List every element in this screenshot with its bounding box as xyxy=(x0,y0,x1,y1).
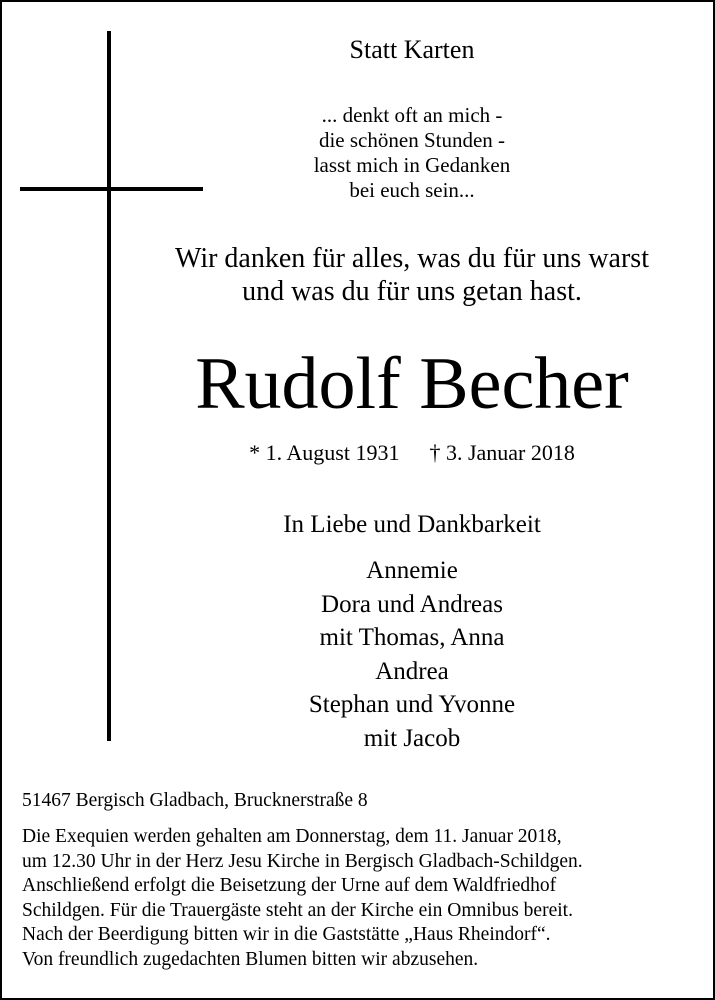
info-line: Anschließend erfolgt die Beisetzung der Urne auf dem Waldfriedhof xyxy=(22,875,557,896)
info-line: Schildgen. Für die Trauergäste steht an der Kirche ein Omnibus bereit. xyxy=(22,899,573,921)
poem-line: bei euch sein... xyxy=(349,178,475,202)
family-member: Dora und Andreas xyxy=(321,590,503,618)
family-member: Annemie xyxy=(366,557,458,584)
family-member: mit Thomas, Anna xyxy=(319,624,505,651)
thanks-text xyxy=(142,242,682,308)
poem-line: lasst mich in Gedanken xyxy=(313,153,511,177)
funeral-info xyxy=(22,825,697,972)
family-intro: In Liebe und Dankbarkeit xyxy=(283,511,541,538)
poem-line: ... denkt oft an mich - xyxy=(321,103,503,127)
death-date: † 3. Januar 2018 xyxy=(429,440,575,465)
life-dates xyxy=(142,438,682,468)
header-text: Statt Karten xyxy=(349,35,475,64)
cross-vertical-bar xyxy=(107,31,111,741)
info-line: Die Exequien werden gehalten am Donnerstag, dem 11. Januar 2018, xyxy=(22,826,562,847)
info-line: um 12.30 Uhr in der Herz Jesu Kirche in Bergisch Gladbach-Schildgen. xyxy=(22,850,583,872)
thanks-line: Wir danken für alles, was du für uns warst xyxy=(175,243,649,274)
poem-line: die schönen Stunden - xyxy=(318,128,506,152)
family-list xyxy=(142,554,682,755)
info-line: Von freundlich zugedachten Blumen bitten wir abzusehen. xyxy=(22,948,479,970)
address: 51467 Bergisch Gladbach, Brucknerstraße 8 xyxy=(22,790,368,811)
info-line: Nach der Beerdigung bitten wir in die Gaststätte „Haus Rheindorf“. xyxy=(22,924,551,945)
deceased-name: Rudolf Becher xyxy=(195,343,629,425)
birth-date: * 1. August 1931 xyxy=(249,440,400,465)
family-member: mit Jacob xyxy=(363,724,461,752)
family-member: Stephan und Yvonne xyxy=(308,691,516,718)
thanks-line: und was du für uns getan hast. xyxy=(242,276,582,307)
poem xyxy=(142,103,682,203)
family-member: Andrea xyxy=(375,657,449,685)
